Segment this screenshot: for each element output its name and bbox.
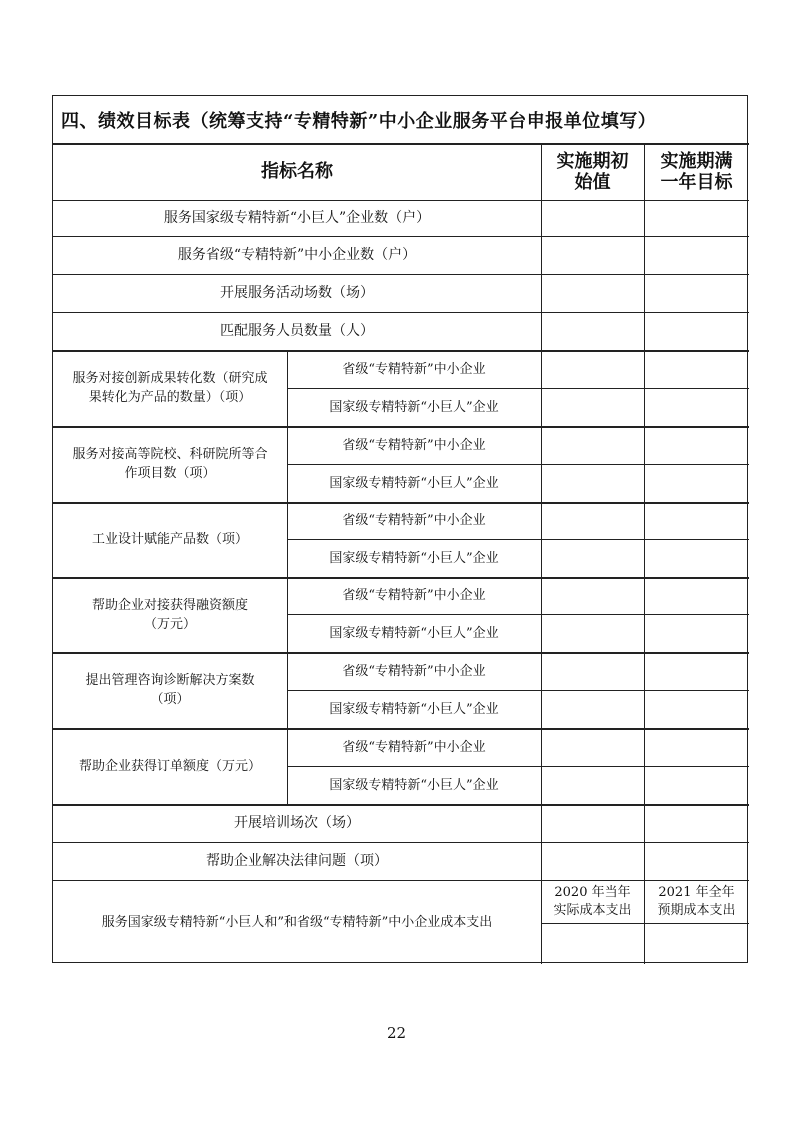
sub-provincial: 省级“专精特新”中小企业 xyxy=(342,513,486,528)
header-initial-line1: 实施期初 xyxy=(556,150,629,172)
sub-national: 国家级专精特新“小巨人”企业 xyxy=(329,701,499,717)
performance-target-table xyxy=(52,95,748,963)
header-target-line1: 实施期满 xyxy=(660,150,733,172)
sub-national: 国家级专精特新“小巨人”企业 xyxy=(329,475,499,491)
header-one-year-target xyxy=(644,143,749,200)
group-industrial-design: 工业设计赋能产品数（项） xyxy=(91,532,248,547)
header-initial-value xyxy=(541,143,644,200)
row-national-little-giants-served: 服务国家级专精特新“小巨人”企业数（户） xyxy=(163,210,431,226)
group-orders: 帮助企业获得订单额度（万元） xyxy=(78,758,261,774)
sub-provincial: 省级“专精特新”中小企业 xyxy=(342,361,486,377)
cost-2020-header xyxy=(541,880,644,923)
row-service-staff: 匹配服务人员数量（人） xyxy=(220,323,374,339)
sub-provincial: 省级“专精特新”中小企业 xyxy=(342,739,486,755)
section-title: 四、绩效目标表（统筹支持“专精特新”中小企业服务平台申报单位填写） xyxy=(61,110,657,132)
header-initial-line2: 始值 xyxy=(574,171,611,193)
group-university-cooperation-line2: 作项目数（项） xyxy=(124,466,216,481)
cost-2021-line1: 2021 年全年 xyxy=(658,884,735,900)
group-consulting-line1: 提出管理咨询诊断解决方案数 xyxy=(85,673,255,688)
row-service-activities: 开展服务活动场数（场） xyxy=(220,285,374,301)
sub-provincial: 省级“专精特新”中小企业 xyxy=(342,663,486,679)
header-target-line2: 一年目标 xyxy=(660,171,733,193)
row-legal-issues: 帮助企业解决法律问题（项） xyxy=(206,853,388,869)
sub-national: 国家级专精特新“小巨人”企业 xyxy=(329,399,499,415)
sub-national: 国家级专精特新“小巨人”企业 xyxy=(329,550,499,566)
sub-national: 国家级专精特新“小巨人”企业 xyxy=(329,777,499,793)
cost-2020-line1: 2020 年当年 xyxy=(554,884,631,900)
group-financing-line2: （万元） xyxy=(143,616,196,632)
group-financing xyxy=(53,577,287,652)
group-university-cooperation-line1: 服务对接高等院校、科研院所等合 xyxy=(72,447,268,462)
group-university-cooperation xyxy=(53,426,287,502)
page-number: 22 xyxy=(386,1024,407,1042)
row-cost-expenditure: 服务国家级专精特新“小巨人和”和省级“专精特新”中小企业成本支出 xyxy=(101,914,493,930)
row-provincial-smes-served: 服务省级“专精特新”中小企业数（户） xyxy=(177,247,417,263)
group-innovation-transfer-line2: 果转化为产品的数量）（项） xyxy=(88,390,252,405)
header-indicator-name: 指标名称 xyxy=(261,161,333,182)
sub-national: 国家级专精特新“小巨人”企业 xyxy=(329,625,499,641)
row-training-sessions: 开展培训场次（场） xyxy=(234,815,360,831)
sub-provincial: 省级“专精特新”中小企业 xyxy=(342,588,486,603)
group-financing-line1: 帮助企业对接获得融资额度 xyxy=(91,597,248,613)
group-consulting-line2: （项） xyxy=(150,692,190,707)
group-innovation-transfer xyxy=(53,350,287,426)
cost-2021-header xyxy=(644,880,749,923)
group-innovation-transfer-line1: 服务对接创新成果转化数（研究成 xyxy=(72,371,268,386)
sub-provincial: 省级“专精特新”中小企业 xyxy=(342,437,486,453)
cost-2021-line2: 预期成本支出 xyxy=(657,902,736,918)
group-consulting xyxy=(53,652,287,728)
cost-2020-line2: 实际成本支出 xyxy=(553,902,632,918)
